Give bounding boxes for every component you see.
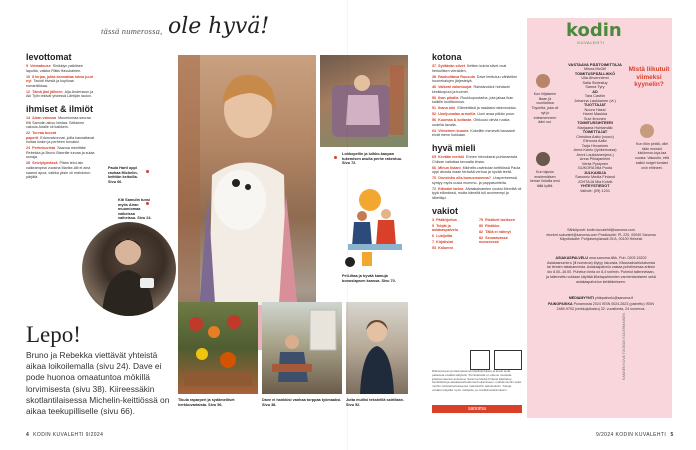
colophon-line: Salla Stolestuy (582, 80, 608, 85)
section-head-vakiot: vakiot (432, 205, 459, 216)
page-gutter (347, 0, 348, 450)
colophon-small-print: Rikkoutuneet ja tilaamattomat käsikirjoitukset ja kuvat eivät palauteta eivätkä säilytetä. Toimituksella on oikeus muokata julkaisemaansa aineistoa. Sanoma Media Finland käsittelee henkilötietoja asiakassuhteidensa hoitamiseen, markkinointiin sekä muihin rekisteriselosteessa mainittuihin tarkoituksiin. Tietoja voidaan käyttää myös mielipide- ja markkinatutkimuksiin. (432, 369, 521, 392)
toc-item (26, 146, 96, 160)
toc-item (432, 240, 475, 245)
toc-item-page: 38 (432, 74, 437, 79)
toc-item-page: 50 (432, 95, 437, 100)
caption-kiti: Kiti Samulin tunsi myös Airan muumiomaa vaikeissa vaiheissa. Sivu 24. (118, 198, 152, 221)
toc-item-title: Kuumaa & kotiasta (438, 118, 472, 123)
teaser-heading: Lepo! (26, 322, 81, 347)
toc-item (432, 187, 522, 201)
toc-item-desc: Rahdanoidut hohtavat kirsikkopuut ja tuomet. (432, 85, 510, 94)
service-head: ASIAKASPALVELU (555, 256, 588, 260)
toc-item-title: Kolumni (438, 246, 453, 251)
avatar-quote-1: Kun hiljaiseen iltaan jä vuorilahtoa Toyorilta, joka oli nyt jo edesmenneen ääni soi. (531, 92, 559, 125)
toc-item (26, 75, 96, 89)
toc-item-title: Ihana arki (438, 106, 456, 111)
avatar-quote-3: Kun itkin pinttä, ollei tään muistot lukiönnon-toja-taa vuosia. Vakuutin, että kaikki noiget tomiani ovin ehtineet. (634, 142, 670, 170)
toc-item-page: 9 (26, 64, 29, 68)
toc-item-page: 14 (26, 115, 31, 120)
colophon-line: TUOTTAJAT (583, 103, 606, 107)
service-text: oma.sanoma.fi/kk, Puh. 0203 15202 Asiakasnumero (lil numeroa) löytyy lukuosta. Kiksuradvairiolukvesta tai lehden takakannesta. Asiakaspalvelu vastaa puhelimessa arkisin klo 8.00–16.00. Puhelun hinta on 8,4 snt/min. Puhelut tallennetaan, ja tallennettu voidaan käyttää liiketapahtumien varmentamiseen sekä asiakaspalvelun kehittämiseen. (546, 256, 656, 284)
toc-item (432, 155, 522, 164)
toc-item-title: Kirjalistat (436, 240, 453, 245)
toc-item-desc: Elämettäsä ja naalasta rakennuksia. (457, 106, 517, 111)
colophon-line: Johanna Laukkanen (vt.) (574, 98, 616, 103)
toc-item (26, 161, 96, 179)
colophon (562, 62, 628, 193)
toc-item (479, 230, 522, 235)
colophon-line: Anna Kanto (työkerrossa) (573, 148, 617, 152)
section-ihmiset (26, 116, 96, 180)
toc-item-title: Ristikko (485, 223, 500, 228)
toc-item (26, 64, 96, 73)
person-in-armchair-icon (320, 55, 408, 147)
colophon-line: Sanna Tyry (585, 85, 605, 89)
toc-item-desc: Muumiomaa seuraa Kiti Samulin aikoo loistaa. Sellainen vakuus Airalle oli kaikkein. (26, 115, 91, 130)
toc-item-title: Turvaa tuovat paperit (26, 131, 57, 140)
footer-right-num: 5 (670, 432, 674, 438)
toc-item (26, 131, 96, 145)
toc-item-title: Vetmatouse (30, 64, 51, 68)
colophon-line: Anna Pihlajaniemi (579, 157, 611, 161)
colophon-line: Vaihde: (09) 1201 (580, 188, 610, 193)
toc-item-title: Rauhoittava Ruusula (438, 74, 475, 79)
toc-item-page: 56 (432, 118, 437, 123)
section-head-ihmiset: ihmiset & ilmiöt (26, 103, 94, 114)
toc-item-desc: Michelin-ravintolan keittiössä Paula oppi ahosta maan terävää verhoa ja hyvää teetä. (432, 165, 521, 175)
toc-item-page: 28 (26, 161, 31, 166)
colophon-contact: Sähköposti: kodin.kuvalehti@sanoma.com etunimi.sukunimi@sanoma.com Postiosoite: PL 220, 00040 Sanoma Käyntiosoite: Pohjoisesplanadi 25 A, 00100 Helsinki (546, 228, 656, 242)
toc-item-page: 52 (432, 112, 437, 117)
caption-paula: Paula Hartl oppi rauhaa Michelin-keittiön keitoilla. Sivu 66. (108, 166, 138, 184)
avatar-mid-left (536, 152, 550, 166)
colophon-line: Noora Hassi (584, 107, 606, 112)
illustration-game-night (342, 186, 408, 268)
colophon-line: Tara Cashin (584, 94, 606, 98)
toc-item-page: 70 (432, 176, 437, 181)
footer-right (596, 432, 673, 438)
toc-item-desc: Ennen hienoksesi puhkeamista Chiisse valtuttaa kevualta ilmaa. (432, 155, 518, 164)
chef-figure-icon (82, 222, 176, 316)
section-vakiot (432, 218, 522, 251)
toc-item-page: 82 (479, 229, 484, 234)
toc-item-page: 65 (432, 155, 437, 160)
caption-peli: Peli-iltaa ja hyvää kamuja bonuslapsen kanssa. Sivu 70. (342, 274, 396, 283)
toc-item-page: 37 (432, 64, 437, 68)
section-head-levottomat: levottomat (26, 52, 72, 62)
colophon-line: Tarja Hirvarinen (581, 143, 609, 148)
toc-item-page: 53 (432, 246, 437, 251)
seal-icon-1 (470, 350, 490, 370)
toc-item (432, 129, 522, 138)
toc-item-page: 6 (432, 234, 435, 239)
caption-dot-paula (146, 170, 149, 173)
header-prefix: tässä numerossa, (101, 26, 163, 36)
portrait-circle-photo (82, 222, 176, 316)
toc-item-page: 5 (432, 223, 435, 228)
toc-item-title: Lukijoilta (436, 234, 453, 239)
toc-item-page: 72 (432, 186, 437, 191)
colophon-title: VASTAAVA PÄÄTOIMITTAJA (568, 62, 622, 67)
toc-item-desc: Kettien kuivia siivet ovat herkullisen vieraiden. (432, 64, 507, 73)
customer-service (546, 256, 656, 284)
colophon-line: Jenni Laukkanen(ma.) (576, 152, 614, 157)
colophon-line: TOIMITUSPÄÄLLIKKÖ (574, 71, 616, 76)
caption-lohkopellit: Lohkopellin ja luikko-kaupan tukemisen avulla perhe rakentuu. Sivu 72. (342, 152, 403, 166)
avatar-top (536, 74, 550, 88)
footer-left (26, 432, 103, 438)
caption-jutta: Jutta mullisi teksteillä sairillaan. Sivu 52. (346, 398, 405, 407)
print-head: PAINOPAIKKA (548, 302, 573, 306)
toc-item (26, 90, 96, 99)
colophon-line: Hanni Maukka (582, 112, 608, 116)
colophon-line: JOHTAJA Mia Kulvik (577, 179, 613, 184)
caption-dot-kiti (146, 202, 149, 205)
toc-item-page: 7 (432, 240, 435, 245)
toc-item-title: Valkeat valontuojat (438, 85, 472, 90)
media-text: yhtiopalvelu@sanoma.fi (594, 296, 634, 300)
toc-item-page: 46 (432, 85, 437, 90)
colophon-line: Venla Pystynen (581, 161, 609, 166)
toc-item-desc: Aija Andersson ja Aki Tylin tekivät yhdessä Lähtijän laulun. (26, 89, 94, 99)
toc-item-desc: Ohikuusi olevia ruokia uudella tavalla. (432, 118, 510, 127)
toc-item (26, 116, 96, 130)
photo-jutta (346, 302, 408, 394)
toc-item-page: 3 (432, 217, 435, 222)
toc-item-page: 24 (26, 146, 31, 151)
toc-item (432, 176, 522, 185)
toc-item-desc: Piitan teini-isin vaikeampina vuosina Marike-äiti ei aina saanut apua, vaikka yksin oli mahdoton pärjätä. (26, 161, 91, 180)
toc-item (432, 166, 522, 175)
sanoma-brand-text: sanoma (468, 406, 486, 412)
brand-name: kodin (566, 20, 622, 41)
toc-item (432, 75, 522, 84)
footer-left-title: KODIN KUVALEHTI 9/2024 (33, 432, 104, 438)
toc-item-page: 82 (479, 235, 484, 240)
toc-item-page: 12 (26, 89, 31, 94)
media-sales (546, 296, 656, 301)
print-text: Punamusta 2024 ISSN 0024-2623 (painettu) ISSN 2489-9753 (verkkojulkaisu) 32. vuosikerta, 24 numeroa. (556, 302, 654, 311)
toc-item-page: 80 (479, 223, 484, 228)
section-head-hyva-mieli: hyvä mieli (432, 143, 476, 154)
left-column (26, 52, 96, 181)
section-hyva-mieli (432, 155, 522, 201)
printing (546, 302, 656, 311)
toc-item (479, 218, 522, 223)
toc-item (432, 112, 522, 117)
toc-item-title: Selviytymässä (32, 161, 58, 166)
colophon-line: Elinoora Aalto (583, 139, 607, 143)
food-skewers-icon (178, 302, 258, 394)
toc-item-page: 22 (26, 131, 31, 136)
toc-item-title: Tällä ei nähnyt (485, 229, 511, 234)
toc-item-title: Airan valossa (32, 115, 57, 120)
toc-item-desc: Uusperheessä syntyy myös uusia mummo- ja pappasuhteita. (432, 176, 517, 185)
toc-item-title: Elämäni tarina (438, 186, 464, 191)
photo-dave-cabin (262, 302, 342, 394)
toc-item (432, 218, 475, 223)
toc-item (432, 96, 522, 105)
toc-item-desc: Dave lenttutuu vähitellen huonekalujen järjestelyä. (432, 74, 518, 84)
toc-item-desc: Uuni avaa pitkän puun. (477, 112, 516, 117)
toc-item-page: 10 (26, 74, 31, 79)
toc-item-desc: Edunvalvonnat, joilla kannattavat hoitaa loskin ja perheen turvaksi. (26, 135, 95, 145)
toc-item-desc: Ruukkupuutarha, jota jakaa ihan kaikille kodittomuus. (432, 95, 514, 105)
colophon-line: Sanomiz Media Finland (575, 175, 615, 179)
section-levottomat (26, 64, 96, 99)
toc-item-title: Minun listani (438, 165, 461, 170)
colophon-line: YHTEYSTIEDOT (580, 184, 610, 188)
photo-lohkopellit (320, 55, 408, 147)
colophon-line: GUKORA Mia Poola (577, 166, 613, 170)
toc-item-title: Viimeinen kuoma (438, 128, 469, 133)
toc-item-desc: Saanua menittiäe Rebekka ja Bruno Bisertile turvaa ja sulaa sonaja. (26, 146, 95, 160)
toc-item-page: 66 (432, 165, 437, 170)
man-in-chair-icon (262, 302, 342, 394)
colophon-line: AD (592, 89, 598, 94)
toc-item (432, 85, 522, 94)
toc-item-title: Syötävän siivet (438, 64, 465, 68)
toc-item-title: Seuraavassa numerossa (479, 235, 508, 245)
caption-tikula: Tikula raparperi ja sydämelliset herkkuvartaista. Sivu 56. (178, 398, 235, 407)
toc-item-page: 79 (479, 217, 484, 222)
toc-item-title: Tehjät ja asiakaspalvelu (432, 223, 459, 233)
colophon-line: TOIMITTAJAT (582, 130, 608, 134)
toc-item (432, 106, 522, 111)
colophon-line: TOIMITUSSIHTEERI (577, 121, 613, 125)
toc-item-title: Perhekuvista (32, 146, 56, 151)
seal-icon-2 (494, 350, 522, 370)
toc-item-title: Uunijumalan armoilla (438, 112, 476, 117)
family-illustration-icon (342, 186, 408, 268)
toc-item-title: Pääkirjoitus (436, 217, 457, 222)
toc-item-title: Tämä jäni jälkeen (32, 89, 63, 94)
toc-item (432, 224, 475, 233)
footer-left-num: 4 (26, 432, 29, 438)
sanoma-brand-strip (432, 405, 522, 413)
certification-seals (470, 350, 522, 368)
toc-item-page: 64 (432, 128, 437, 133)
toc-item-title: Ristiketi lasiksen (485, 217, 516, 222)
brand-logo (566, 20, 622, 45)
colophon-line: JULKAISIJA (583, 170, 607, 175)
sidebar-question: Mistä liikutuit viimeksi kyynelin? (628, 66, 670, 89)
avatar-quote-2: Kun tajusin ensimmäisen kerran lintuilla ensi tällä kylliä. (530, 170, 560, 189)
teaser-body: Bruno ja Rebekka viettävät yhteistä aikaa loikoilemalla (sivu 24). Dave ei pode huonoa omaatuntoa mökillä lorvimisesta (sivu 38). Kiireessäkin skotlantilaisessa Michelin-keittiössä on aikaa teekupilliselle (sivu 66). (26, 350, 170, 417)
toc-item (432, 246, 475, 251)
toc-item-desc: Alvaakaivamien vuoksi Merviltä oli tyyä elämänsä, mutta häneltä tuli avoimempi ja lähelläpi. (432, 186, 522, 200)
brand-sub: KUVALEHTI (577, 40, 605, 45)
toc-item-title: Onneinko olla bonusmumma? (438, 176, 491, 181)
toc-item-desc: Tavoiti tiivistä ja kuplivaa romantiikkaa. (26, 79, 74, 88)
toc-item-title: 8 kirjaa, jotka kannattaa lukea juuri nyt (26, 74, 94, 84)
colophon-line: Marjaana Huhtamäki (577, 125, 613, 130)
toc-item (432, 118, 522, 127)
toc-item-title: Kevään merkki (438, 155, 465, 160)
header-script-title: ole hyvä! (168, 14, 270, 39)
section-head-kotona: kotona (432, 52, 462, 62)
toc-item-title: Ihan pihalla (438, 95, 459, 100)
woman-portrait-icon (346, 302, 408, 394)
colophon-line: Minna McGill (584, 67, 606, 71)
colophon-line: Suvi Ilmonen (584, 116, 606, 121)
caption-dave: Dave ei hankkisi vanhaa torppaa työmaaksi. Sivu 38. (262, 398, 342, 407)
middle-column (432, 52, 522, 251)
section-kotona (432, 64, 522, 138)
toc-item (432, 234, 475, 239)
toc-item-desc: Sinikkiyn palkitsee lapuilta, vaikka Riitta Havukainen. (26, 64, 83, 73)
toc-item-desc: Kokeiltin menevät banaanit eivät mene hukkaan. (432, 128, 515, 138)
colophon-line: Ulla Ahvenniemi (581, 76, 609, 80)
colophon-line: Christina Aalto (vuoro) (576, 134, 614, 139)
photo-tikula-food (178, 302, 258, 394)
toc-item (432, 64, 522, 73)
footer-right-title: 9/2024 KODIN KUVALEHTI (596, 432, 667, 438)
colophon-lines (562, 67, 628, 193)
media-head: MEDIAMYYNTI (568, 296, 594, 300)
toc-item (479, 236, 522, 245)
caption-dot-lohkopellit (334, 156, 337, 159)
avatar-right (640, 124, 654, 138)
toc-item-page: 51 (432, 106, 437, 111)
side-credit: KANNEN KUVA TUOMAS KOLEHMAINEN (622, 313, 626, 380)
toc-item (479, 224, 522, 229)
